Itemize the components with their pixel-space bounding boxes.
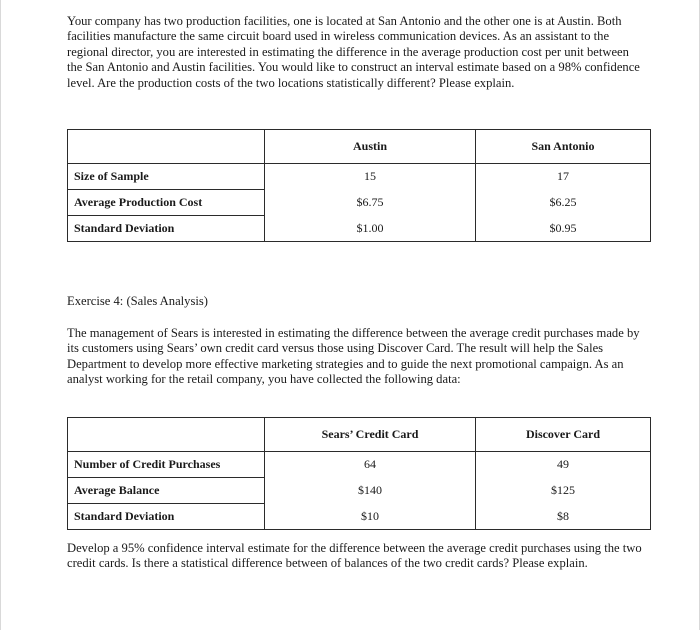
problem-1-text: Your company has two production facilities, one is located at San Antonio and the other one is at Austin. Both facilities manufacture the same circuit board used in wireless communication devices. As an assistant to the regional director, you are interested in estimating the difference in the average production cost per unit between the San Antonio and Austin facilities. You would like to construct an interval estimate based on a 98% confidence level. Are the production costs of the two locations statistically different? Please explain.: [67, 14, 640, 90]
row-value-sears: $140: [265, 478, 476, 504]
table-row: [68, 190, 651, 216]
row-value-san-antonio: $0.95: [476, 216, 651, 242]
row-label: Standard Deviation: [68, 216, 265, 242]
table-row: [68, 164, 651, 190]
production-cost-table: [67, 129, 651, 242]
exercise-4-text: The management of Sears is interested in estimating the difference between the average credit purchases made by its customers using Sears’ own credit card versus those using Discover Card. The result will help the Sales Department to develop more effective marketing strategies and to guide the next promotional campaign. As an analyst working for the retail company, you have collected the following data:: [67, 326, 640, 387]
row-value-austin: $1.00: [265, 216, 476, 242]
row-value-austin: $6.75: [265, 190, 476, 216]
header-blank-cell: [68, 418, 265, 452]
header-san-antonio: San Antonio: [476, 130, 651, 164]
table-row: [68, 216, 651, 242]
table-row: [68, 504, 651, 530]
row-value-sears: $10: [265, 504, 476, 530]
row-label: Average Production Cost: [68, 190, 265, 216]
exercise-4-question: Develop a 95% confidence interval estimate for the difference between the average credit purchases using the two credit cards. Is there a statistical difference between of balances of the two credit cards? Please explain.: [67, 541, 642, 571]
header-discover-card: Discover Card: [476, 418, 651, 452]
row-label: Average Balance: [68, 478, 265, 504]
header-blank-cell: [68, 130, 265, 164]
table-header-row: [68, 130, 651, 164]
row-value-discover: $8: [476, 504, 651, 530]
row-label: Size of Sample: [68, 164, 265, 190]
row-value-san-antonio: 17: [476, 164, 651, 190]
row-value-san-antonio: $6.25: [476, 190, 651, 216]
row-value-discover: $125: [476, 478, 651, 504]
exercise-4-title: Exercise 4: (Sales Analysis): [67, 294, 208, 308]
header-austin: Austin: [265, 130, 476, 164]
table-row: [68, 452, 651, 478]
credit-card-table: [67, 417, 651, 530]
table-header-row: [68, 418, 651, 452]
row-value-sears: 64: [265, 452, 476, 478]
header-sears-credit-card: Sears’ Credit Card: [265, 418, 476, 452]
row-label: Standard Deviation: [68, 504, 265, 530]
row-value-discover: 49: [476, 452, 651, 478]
row-label: Number of Credit Purchases: [68, 452, 265, 478]
table-row: [68, 478, 651, 504]
row-value-austin: 15: [265, 164, 476, 190]
